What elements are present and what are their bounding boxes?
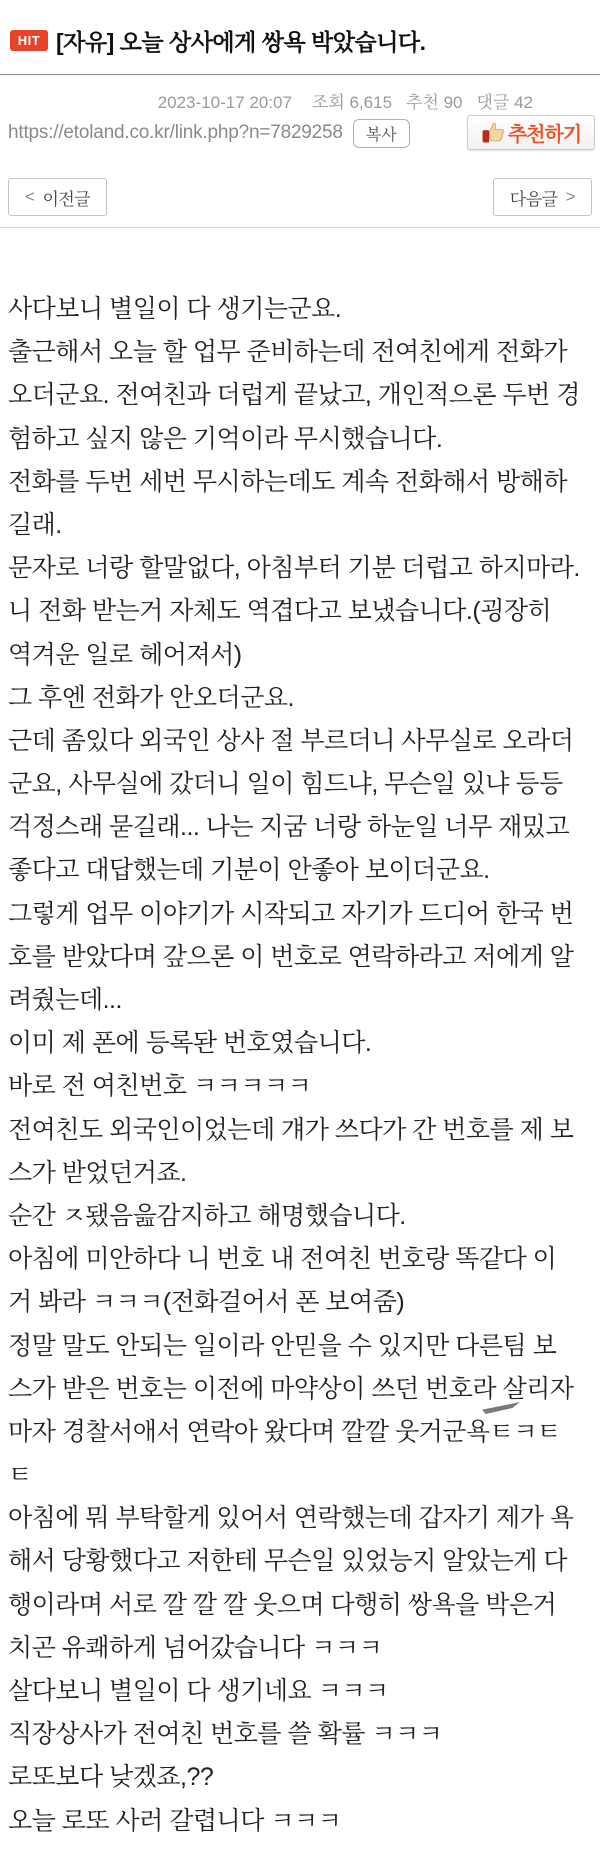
post-title: [자유] 오늘 상사에게 쌍욕 박았습니다.	[56, 29, 426, 55]
post-body	[8, 288, 600, 1843]
hit-badge: HIT	[10, 30, 48, 51]
body-text-line: 해서 당황했다고 저한테 무슨일 있었능지 알았는게 다	[8, 1547, 567, 1576]
prev-post-button[interactable]	[8, 178, 107, 216]
post-meta-row	[0, 88, 600, 113]
body-text-line: 마자 경찰서애서 연락아 왔다며 깔깔 웃거군욕ㅌㅋㅌ	[8, 1417, 561, 1446]
prev-post-label: 이전글	[42, 189, 91, 209]
body-text-line: 전화를 두번 세번 무시하는데도 계속 전화해서 방해하	[8, 467, 567, 496]
recommend-button[interactable]	[467, 115, 595, 150]
post-date: 2023-10-17 20:07	[157, 93, 292, 112]
title-row	[10, 24, 590, 57]
copy-link-button[interactable]: 복사	[353, 119, 410, 148]
body-text-line: 걱정스래 묻길래... 나는 지굼 너랑 하눈일 너무 재밌고	[8, 813, 570, 842]
body-text-line: 살다보니 별일이 다 생기네요 ㅋㅋㅋ	[8, 1677, 389, 1705]
body-text-line: 호를 받았다며 갚으론 이 번호로 연락하라고 저에게 알	[8, 942, 574, 971]
body-text-line: 순간 ㅈ됐음읊감지하고 해명했습니다.	[8, 1201, 406, 1230]
chevron-right-icon: >	[565, 187, 575, 206]
body-text-line: 문자로 너랑 할말없다, 아침부터 기분 더럽고 하지마라.	[8, 554, 580, 583]
body-text-line: 전여친도 외국인이었는데 걔가 쓰다가 간 번호를 제 보	[8, 1115, 574, 1144]
body-text-line: 직장상사가 전여친 번호를 쓸 확률 ㅋㅋㅋ	[8, 1720, 443, 1749]
body-text-line: 로또보다 낮겠죠,??	[8, 1763, 214, 1792]
recommend-button-label: 추천하기	[507, 124, 582, 146]
body-text-line: 출근해서 오늘 할 업무 준비하는데 전여친에게 전화가	[8, 338, 567, 367]
body-text-line: 그 후엔 전화가 안오더군요.	[8, 683, 294, 712]
thumbs-up-icon	[481, 120, 506, 145]
post-url: https://etoland.co.kr/link.php?n=7829258	[8, 122, 343, 143]
body-text-line: 그렇게 업무 이야기가 시작되고 자기가 드디어 한국 번	[8, 899, 574, 928]
header-divider	[0, 74, 600, 75]
body-text-line: 려줬는데...	[8, 986, 122, 1014]
body-text-line: 스가 받은 번호는 이전에 마약상이 쓰던 번호라 살리자	[8, 1374, 574, 1403]
body-text-line: 길래.	[8, 510, 62, 539]
stat-item: 댓글 42	[476, 93, 533, 112]
body-text-line: 바로 전 여친번호 ㅋㅋㅋㅋㅋ	[8, 1072, 312, 1101]
content-divider	[0, 227, 600, 228]
body-text-line: 역겨운 일로 헤어져서)	[8, 640, 242, 669]
body-text-line: 험하고 싶지 않은 기억이라 무시했습니다.	[8, 424, 443, 453]
body-text-line: 오더군요. 전여친과 더럽게 끝났고, 개인적으론 두번 경	[8, 381, 580, 410]
post-nav-row	[8, 178, 592, 216]
body-text-line: 사다보니 별일이 다 생기는군요.	[8, 295, 342, 323]
body-text-line: 오늘 로또 사러 갈렵니다 ㅋㅋㅋ	[8, 1806, 342, 1835]
body-text-line: 아침에 뭐 부탁할게 있어서 연락했는데 갑자기 제가 욕	[8, 1504, 574, 1533]
link-row	[8, 115, 600, 151]
stat-item: 조회 6,615	[311, 93, 393, 112]
next-post-button[interactable]	[493, 178, 592, 216]
next-post-label: 다음글	[509, 189, 558, 209]
stat-item: 추천 90	[406, 93, 463, 112]
body-text-line: 정말 말도 안되는 일이라 안믿을 수 있지만 다른팀 보	[8, 1331, 557, 1360]
chevron-left-icon: <	[25, 187, 35, 206]
body-text-line: 이미 제 폰에 등록돤 번호였습니다.	[8, 1029, 372, 1058]
body-text-line: 군요, 사무실에 갔더니 일이 힘드냐, 무슨일 있냐 등등	[8, 770, 563, 799]
body-text-line: ㅌ	[8, 1461, 32, 1490]
body-text-line: 좋다고 대답했는데 기분이 안좋아 보이더군요.	[8, 856, 490, 885]
body-text-line: 거 봐라 ㅋㅋㅋ(전화걸어서 폰 보여줌)	[8, 1288, 405, 1317]
body-text-line: 아침에 미안하다 니 번호 내 전여친 번호랑 똑같다 이	[8, 1245, 557, 1274]
body-text-line: 근데 좀있다 외국인 상사 절 부르더니 사무실로 오라더	[8, 726, 574, 755]
body-text-line: 스가 받었던거죠.	[8, 1158, 187, 1187]
body-text-line: 니 전화 받는거 자체도 역겹다고 보냈습니다.(굉장히	[8, 597, 552, 626]
body-text-line: 치곤 유쾌하게 넘어갔습니다 ㅋㅋㅋ	[8, 1633, 383, 1662]
post-stats	[298, 93, 533, 112]
body-text-line: 행이라며 서로 깔 깔 깔 웃으며 다행히 쌍욕을 박은거	[8, 1590, 557, 1619]
